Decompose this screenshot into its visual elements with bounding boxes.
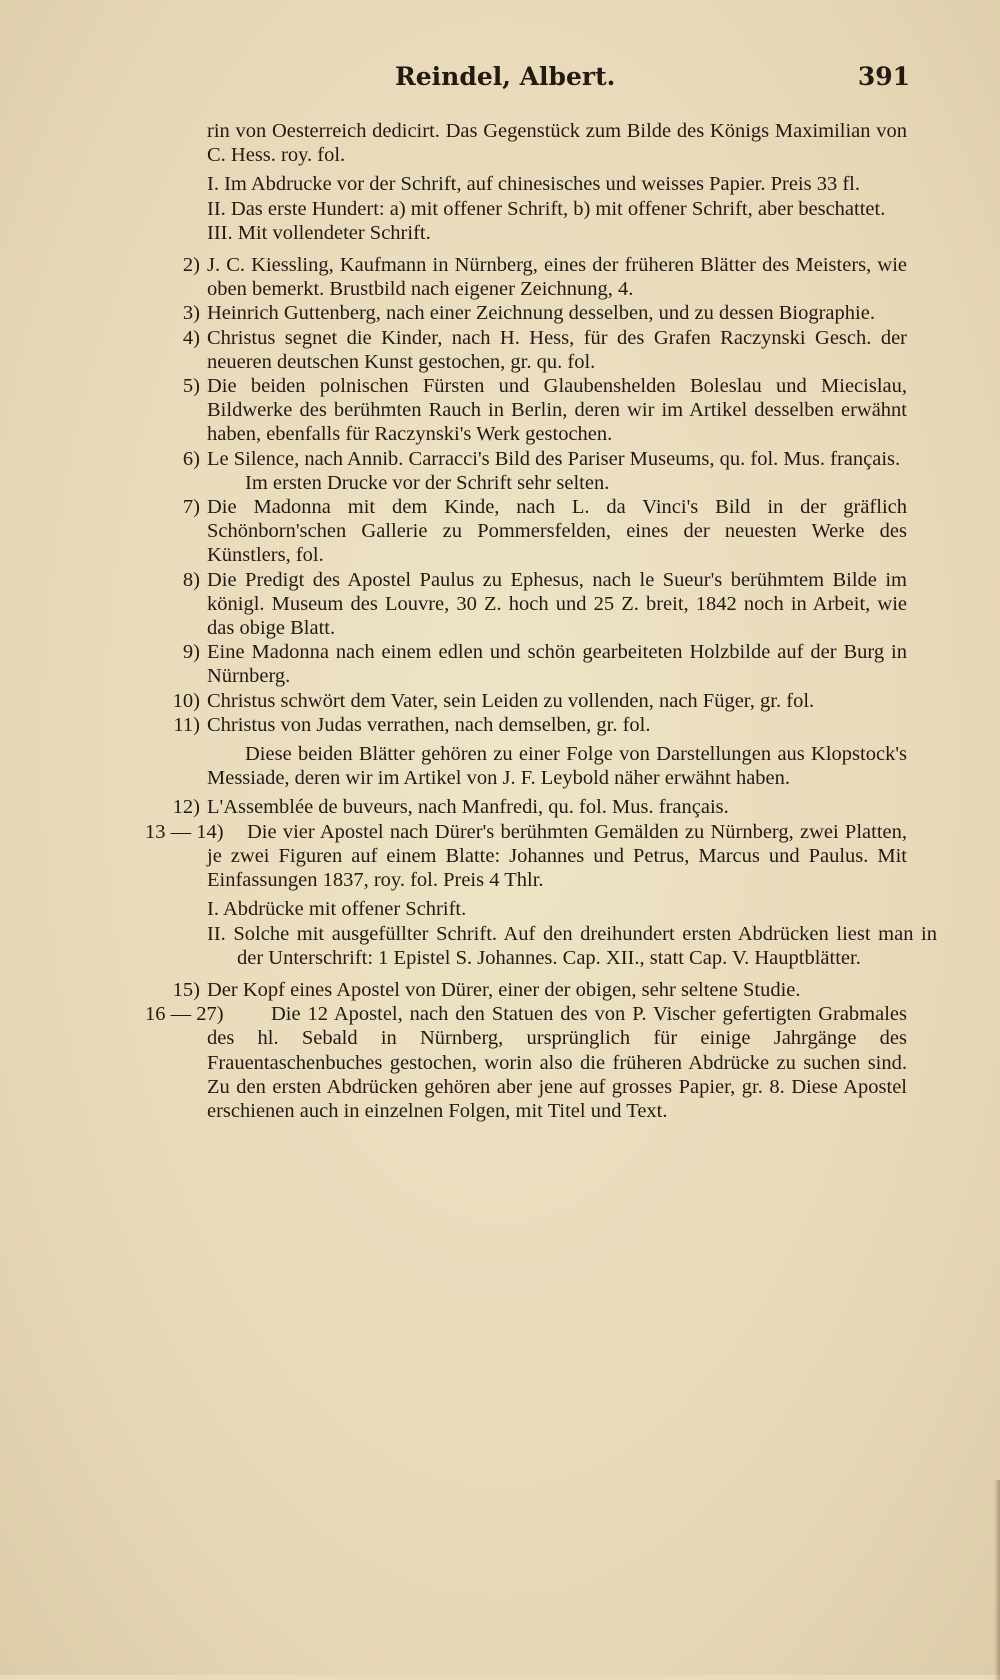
page-title: Reindel, Albert. bbox=[395, 62, 616, 91]
entry-text: L'Assemblée de buveurs, nach Manfredi, qu. fol. Mus. français. bbox=[207, 796, 729, 819]
entry-number: 8) bbox=[182, 568, 200, 591]
catalogue-entry bbox=[182, 495, 907, 568]
print-state: III. Mit vollendeter Schrift. bbox=[207, 221, 431, 244]
entry-note: Im ersten Drucke vor der Schrift sehr selten. bbox=[245, 471, 610, 494]
catalogue-entry bbox=[182, 568, 907, 641]
catalogue-entry bbox=[172, 689, 907, 713]
catalogue-entry bbox=[182, 253, 907, 301]
entry-text: J. C. Kiessling, Kaufmann in Nürnberg, eines der früheren Blätter des Meisters, wie oben bemerkt. Brustbild nach eigener Zeichnung, 4. bbox=[207, 254, 907, 301]
entry-text: rin von Oesterreich dedicirt. Das Gegenstück zum Bilde des Königs Maximilian von C. Hess. roy. fol. bbox=[207, 120, 907, 167]
entry-text: Christus segnet die Kinder, nach H. Hess, für des Grafen Raczynski Gesch. der neueren deutschen Kunst gestochen, gr. qu. fol. bbox=[207, 326, 907, 373]
entry-text: Die vier Apostel nach Dürer's berühmten Gemälden zu Nürnberg, zwei Platten, je zwei Figuren auf einem Blatte: Johannes und Petrus, Marcus und Paulus. Mit Einfassungen 1837, roy. fol. Preis 4 Thlr. bbox=[207, 820, 907, 892]
entry-number: 16 — 27) bbox=[145, 1003, 224, 1026]
catalogue-entry bbox=[172, 978, 907, 1002]
entry-note: Diese beiden Blätter gehören zu einer Folge von Darstellungen aus Klopstock's Messiade, deren wir im Artikel von J. F. Leybold näher erwähnt haben. bbox=[207, 743, 907, 790]
entry-text: Die Predigt des Apostel Paulus zu Ephesus, nach le Sueur's berühmtem Bilde im königl. Museum des Louvre, 30 Z. hoch und 25 Z. breit, 1842 noch in Arbeit, wie das obige Blatt. bbox=[207, 568, 907, 640]
entry-number: 12) bbox=[172, 796, 200, 819]
entry-text: Christus schwört dem Vater, sein Leiden zu vollenden, nach Füger, gr. fol. bbox=[207, 689, 815, 712]
entry-text: Die beiden polnischen Fürsten und Glaubenshelden Boleslau und Miecislau, Bildwerke des berühmten Rauch in Berlin, deren wir im Artikel desselben erwähnt haben, ebenfalls für Raczynski's Werk gestochen. bbox=[207, 375, 907, 446]
entry-text: Christus von Judas verrathen, nach demselben, gr. fol. bbox=[207, 713, 651, 736]
entry-text: Heinrich Guttenberg, nach einer Zeichnung desselben, und zu dessen Biographie. bbox=[207, 302, 875, 325]
entry-text: Der Kopf eines Apostel von Dürer, einer der obigen, sehr seltene Studie. bbox=[207, 978, 801, 1001]
print-state: I. Im Abdrucke vor der Schrift, auf chinesisches und weisses Papier. Preis 33 fl. bbox=[207, 173, 861, 196]
entry-number: 11) bbox=[173, 713, 200, 736]
print-state: II. Solche mit ausgefüllter Schrift. Auf den dreihundert ersten Abdrücken liest man in der Unterschrift: 1 Epistel S. Johannes. Cap. XII., statt Cap. V. Hauptblätter. bbox=[207, 922, 937, 969]
catalogue-entry bbox=[182, 301, 907, 325]
entry-number: 2) bbox=[182, 254, 200, 277]
entry-number: 9) bbox=[182, 641, 200, 664]
entry-number: 10) bbox=[172, 689, 200, 712]
catalogue-entry bbox=[182, 326, 907, 374]
catalogue-entry bbox=[145, 1002, 907, 1123]
entry-number: 4) bbox=[182, 326, 200, 349]
running-head bbox=[210, 62, 910, 102]
continued-entry bbox=[207, 119, 907, 167]
print-state: II. Das erste Hundert: a) mit offener Schrift, b) mit offener Schrift, aber beschattet. bbox=[207, 197, 886, 220]
page-edge-shadow bbox=[994, 1480, 1000, 1680]
entry-number: 13 — 14) bbox=[145, 820, 224, 843]
catalogue-entry bbox=[173, 713, 907, 737]
catalogue-entry bbox=[172, 795, 907, 819]
entry-number: 15) bbox=[172, 978, 200, 1001]
entry-text: Eine Madonna nach einem edlen und schön gearbeiteten Holzbilde auf der Burg in Nürnberg. bbox=[207, 641, 907, 688]
entry-number: 5) bbox=[182, 375, 200, 398]
catalogue-entry bbox=[182, 374, 907, 447]
entry-text: Die 12 Apostel, nach den Statuen des von P. Vischer gefertigten Grabmales des hl. Sebald in Nürnberg, ursprünglich für einige Jahrgänge des Frauentaschenbuches gestochen, worin also die früheren Abdrücke zu suchen sind. Zu den ersten Abdrücken gehören aber jene auf grosses Papier, gr. 8. Diese Apostel erschienen auch in einzelnen Folgen, mit Titel und Text. bbox=[207, 1003, 907, 1122]
page-number: 391 bbox=[857, 62, 910, 91]
entry-number: 3) bbox=[182, 302, 200, 325]
entry-text: Die Madonna mit dem Kinde, nach L. da Vinci's Bild in der gräflich Schönborn'schen Gallerie zu Pommersfelden, eines der neuesten Werke des Künstlers, fol. bbox=[207, 496, 907, 567]
print-state: I. Abdrücke mit offener Schrift. bbox=[207, 898, 467, 921]
entry-text: Le Silence, nach Annib. Carracci's Bild des Pariser Museums, qu. fol. Mus. français. bbox=[207, 447, 901, 470]
entry-number: 7) bbox=[182, 496, 200, 519]
catalogue-entry bbox=[182, 640, 907, 688]
entry-number: 6) bbox=[182, 447, 200, 470]
catalogue-entry bbox=[145, 820, 907, 893]
page-body bbox=[0, 119, 1000, 1123]
catalogue-entry bbox=[182, 447, 907, 471]
